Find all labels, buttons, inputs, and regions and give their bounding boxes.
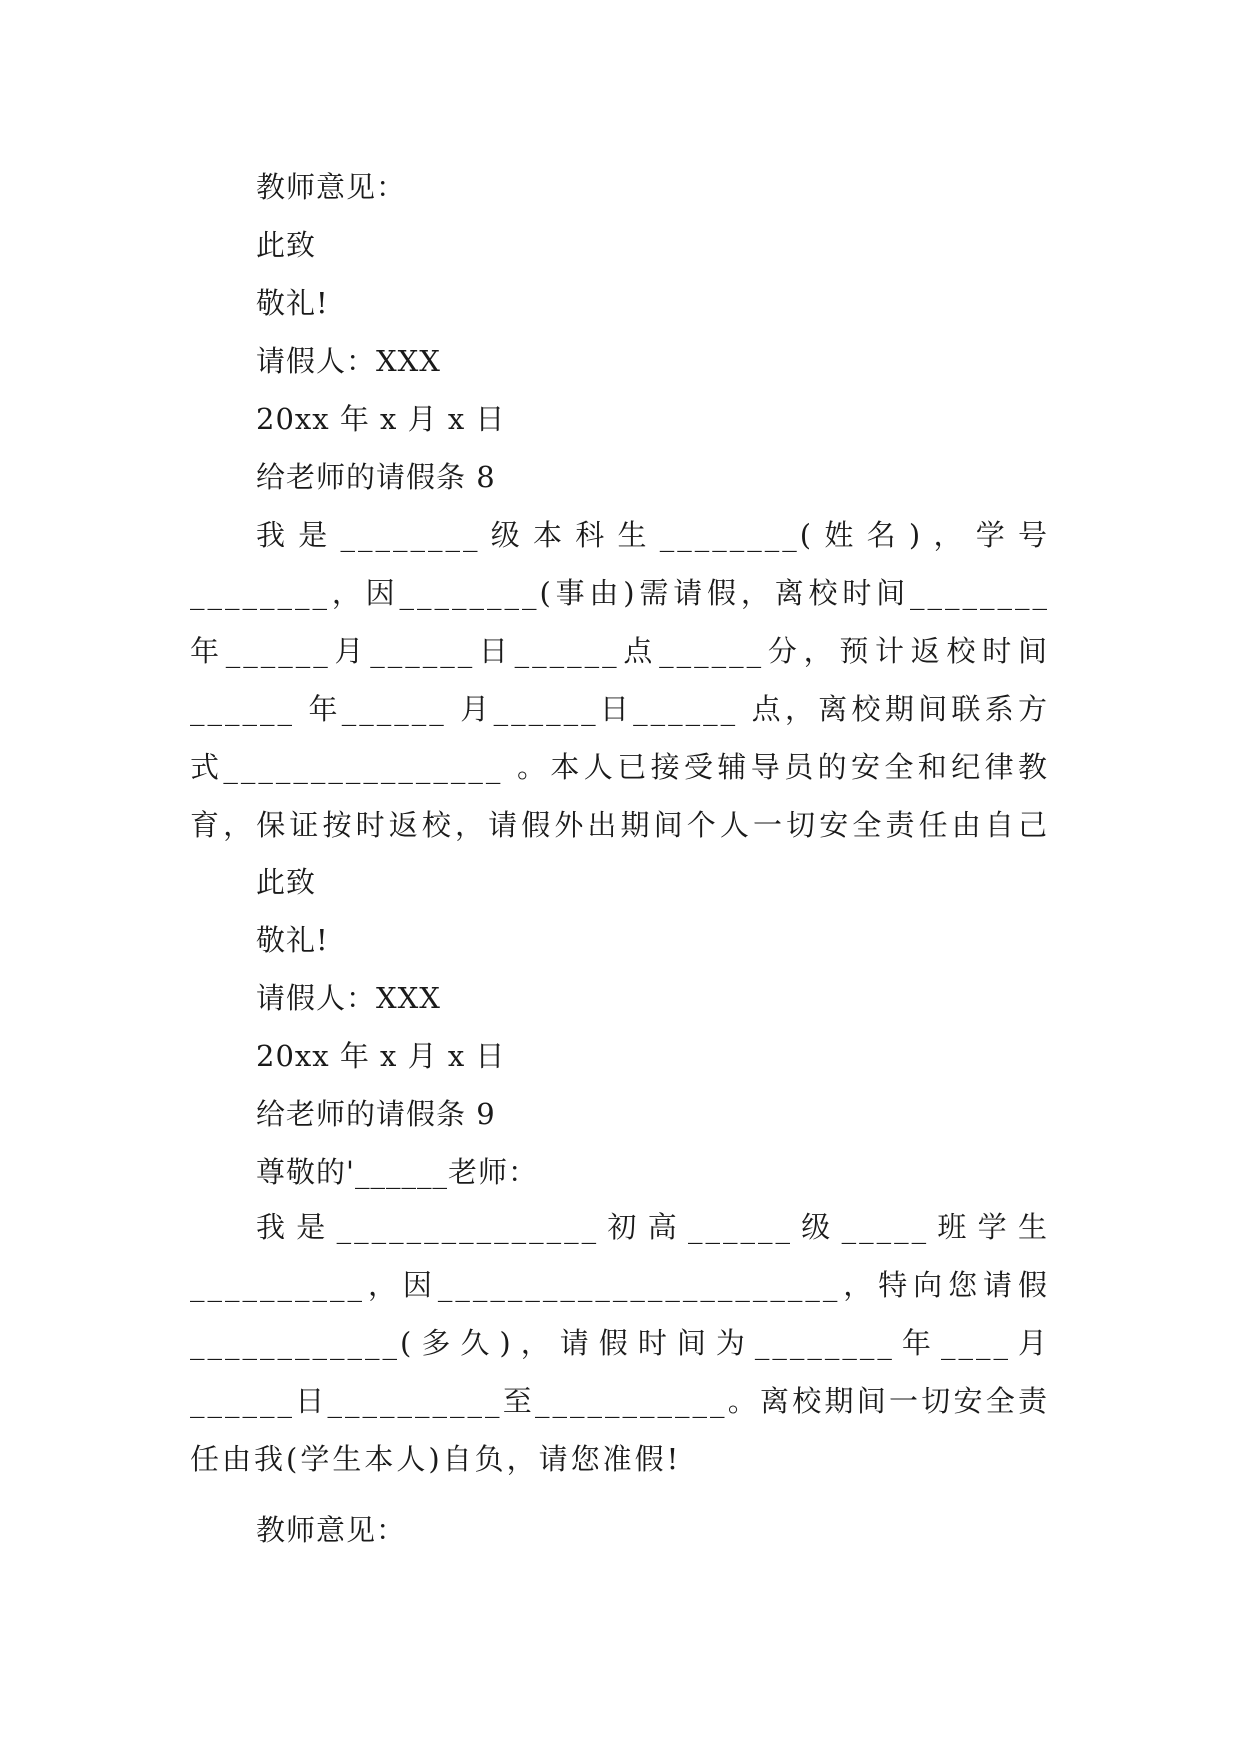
addressee-line: 尊敬的'______老师： — [256, 1155, 538, 1189]
section-heading-8: 给老师的请假条 8 — [256, 460, 496, 494]
closing-regards: 敬礼! — [256, 923, 329, 957]
applicant-line: 请假人：XXX — [256, 981, 441, 1015]
note-8-body — [190, 506, 1050, 854]
applicant-line: 请假人：XXX — [256, 344, 441, 378]
date-line: 20xx 年 x 月 x 日 — [256, 1039, 506, 1073]
section-heading-9: 给老师的请假条 9 — [256, 1097, 496, 1131]
closing-regards: 敬礼! — [256, 286, 329, 320]
teacher-opinion-label: 教师意见： — [256, 170, 407, 204]
note-9-body — [190, 1198, 1050, 1488]
closing-salutation: 此致 — [256, 228, 317, 262]
date-line: 20xx 年 x 月 x 日 — [256, 402, 506, 436]
teacher-opinion-label: 教师意见： — [256, 1513, 407, 1547]
closing-salutation: 此致 — [256, 865, 317, 899]
note-8-paragraph: 我是________级本科生________(姓名)，学号 ________，因________(事由)需请假，离校时间________年______月______日______点______分，预计返校时间______ 年______ 月______日______ 点，离校期间联系方式________________ 。本人已接受辅导员的安全和纪律教育，保证按时返校，请假外出期间个人一切安全责任由自己 — [190, 518, 1050, 842]
note-9-paragraph: 我是_______________初高______级_____班学生__________，因_______________________，特向您请假____________(多久)，请假时间为________年____月______日__________至___________。离校期间一切安全责任由我(学生本人)自负，请您准假! — [190, 1210, 1050, 1476]
